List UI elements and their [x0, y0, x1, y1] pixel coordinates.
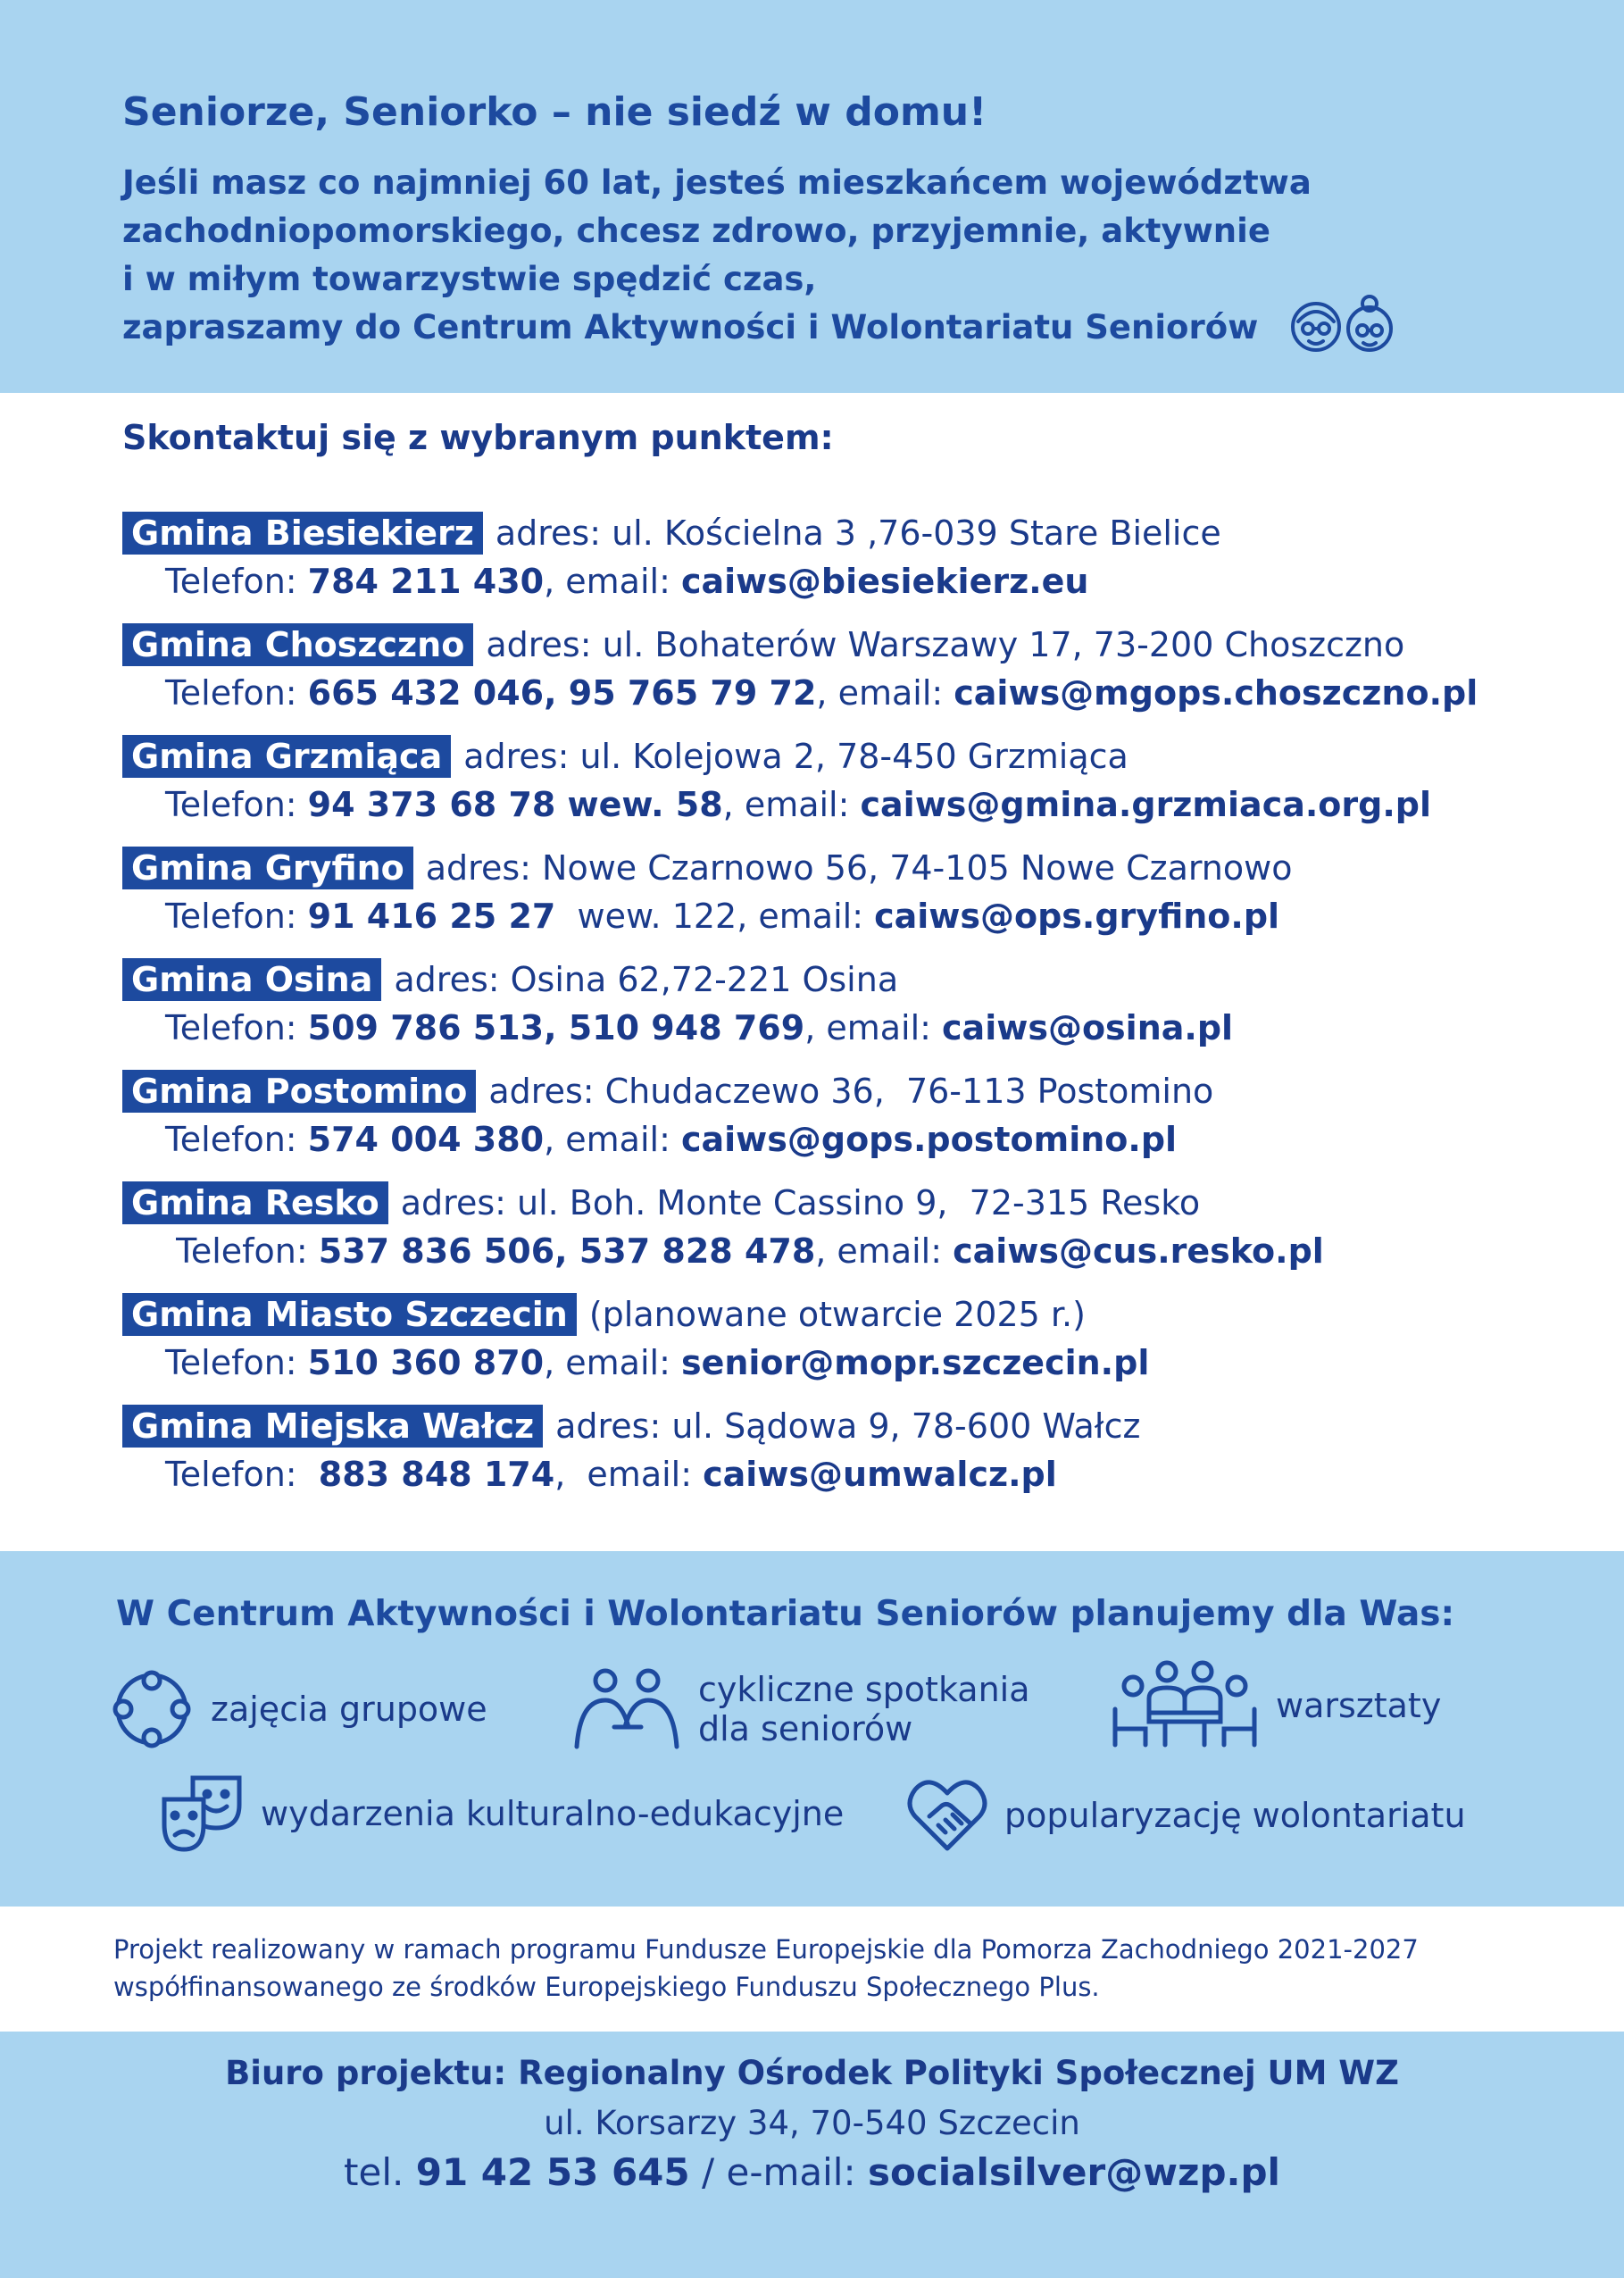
municipality-tag: Gmina Resko: [122, 1181, 388, 1224]
municipality-tag: Gmina Miasto Szczecin: [122, 1293, 577, 1336]
contact-entry: [122, 1402, 1569, 1514]
phone: 94 373 68 78 wew. 58: [307, 785, 723, 824]
email-label: , email:: [737, 897, 875, 936]
activity-item: [906, 1777, 1466, 1854]
center-name: Centrum Aktywności i Wolontariatu Seniorów: [412, 308, 1259, 346]
activity-item: [1110, 1659, 1441, 1752]
address: adres: Chudaczewo 36, 76-113 Postomino: [488, 1072, 1214, 1111]
phone: 510 360 870: [307, 1343, 545, 1382]
email-label: , email:: [544, 562, 681, 601]
municipality-tag: Gmina Biesiekierz: [122, 512, 483, 555]
email[interactable]: caiws@biesiekierz.eu: [680, 562, 1089, 601]
intro-text: [122, 159, 1312, 352]
address: adres: Osina 62,72-221 Osina: [394, 960, 899, 999]
office-email[interactable]: socialsilver@wzp.pl: [867, 2150, 1280, 2194]
phone-label: Telefon:: [165, 1008, 308, 1047]
contact-entry: [122, 732, 1569, 844]
municipality-tag: Gmina Osina: [122, 958, 381, 1001]
phone: 883 848 174: [318, 1455, 555, 1494]
contact-entry: [122, 1067, 1569, 1179]
contact-entry: [122, 509, 1569, 621]
activity-item: [159, 1773, 844, 1855]
phone: 509 786 513, 510 948 769: [307, 1008, 805, 1047]
email[interactable]: caiws@mgops.choszczno.pl: [954, 673, 1478, 713]
address: adres: Nowe Czarnowo 56, 74-105 Nowe Czarnowo: [425, 848, 1293, 888]
office-contact: [0, 2150, 1624, 2194]
activity-label-line2: dla seniorów: [698, 1709, 913, 1748]
intro-line: Jeśli masz co najmniej 60 lat, jesteś mieszkańcem województwa: [122, 163, 1312, 202]
municipality-tag: Gmina Choszczno: [122, 623, 473, 666]
contact-entry: [122, 1290, 1569, 1402]
address: adres: ul. Bohaterów Warszawy 17, 73-200 Choszczno: [486, 625, 1405, 664]
municipality-tag: Gmina Postomino: [122, 1070, 476, 1113]
phone-label: Telefon:: [165, 1455, 319, 1494]
email-label: , email:: [815, 1231, 954, 1271]
email[interactable]: senior@mopr.szczecin.pl: [680, 1343, 1150, 1382]
email-label: , email:: [544, 1120, 681, 1159]
theater-masks-icon: [159, 1773, 245, 1855]
activity-item: [109, 1666, 487, 1752]
contact-entry: [122, 1179, 1569, 1290]
invite-prefix: zapraszamy do: [122, 308, 413, 346]
email[interactable]: caiws@gmina.grzmiaca.org.pl: [860, 785, 1432, 824]
address: (planowane otwarcie 2025 r.): [588, 1295, 1086, 1334]
phone-label: Telefon:: [165, 1120, 308, 1159]
activity-label: cykliczne spotkania: [698, 1670, 1030, 1709]
email[interactable]: caiws@ops.gryfino.pl: [874, 897, 1280, 936]
phone-label: Telefon:: [165, 897, 308, 936]
email[interactable]: caiws@osina.pl: [942, 1008, 1234, 1047]
phone-label: Telefon:: [165, 562, 308, 601]
seniors-couple-icon: [1286, 295, 1400, 359]
address: adres: ul. Kościelna 3 ,76-039 Stare Bielice: [495, 513, 1221, 553]
contact-entry: [122, 955, 1569, 1067]
workshop-table-icon: [1110, 1659, 1260, 1752]
email[interactable]: caiws@cus.resko.pl: [953, 1231, 1324, 1271]
handshake-people-icon: [571, 1666, 682, 1752]
office-email-label: / e-mail:: [689, 2150, 868, 2194]
activity-label: warsztaty: [1276, 1686, 1442, 1725]
email-label: , email:: [804, 1008, 943, 1047]
activities-heading: W Centrum Aktywności i Wolontariatu Seniorów planujemy dla Was:: [116, 1594, 1455, 1634]
intro-invite: [122, 304, 1312, 352]
phone: 665 432 046, 95 765 79 72: [307, 673, 817, 713]
email-label: , email:: [544, 1343, 681, 1382]
email[interactable]: caiws@umwalcz.pl: [703, 1455, 1057, 1494]
contact-heading: Skontaktuj się z wybranym punktem:: [122, 418, 834, 457]
office-phone-label: tel.: [344, 2150, 416, 2194]
phone-label: Telefon:: [165, 1343, 308, 1382]
email-label: , email:: [722, 785, 861, 824]
activity-item: [571, 1666, 1030, 1752]
address: adres: ul. Sądowa 9, 78-600 Wałcz: [555, 1406, 1141, 1446]
municipality-tag: Gmina Miejska Wałcz: [122, 1405, 543, 1448]
office-phone: 91 42 53 645: [415, 2150, 690, 2194]
phone-label: Telefon:: [165, 673, 308, 713]
municipality-tag: Gmina Grzmiąca: [122, 735, 451, 778]
address: adres: ul. Kolejowa 2, 78-450 Grzmiąca: [463, 737, 1128, 776]
intro-line: zachodniopomorskiego, chcesz zdrowo, przyjemnie, aktywnie: [122, 212, 1270, 250]
phone-label: Telefon:: [165, 1231, 319, 1271]
phone: 784 211 430: [307, 562, 545, 601]
phone-label: Telefon:: [165, 785, 308, 824]
email[interactable]: caiws@gops.postomino.pl: [680, 1120, 1178, 1159]
contact-entry: [122, 621, 1569, 732]
activity-label-block: [698, 1670, 1030, 1748]
activity-label: popularyzację wolontariatu: [1004, 1796, 1466, 1835]
phone: 537 836 506, 537 828 478: [318, 1231, 816, 1271]
heart-handshake-icon: [906, 1777, 988, 1854]
phone: 574 004 380: [307, 1120, 545, 1159]
funding-line: Projekt realizowany w ramach programu Fundusze Europejskie dla Pomorza Zachodniego 2021-2027: [113, 1934, 1419, 1965]
phone: 91 416 25 27: [307, 897, 556, 936]
municipality-tag: Gmina Gryfino: [122, 847, 413, 889]
office-title: Biuro projektu: Regionalny Ośrodek Polityki Społecznej UM WZ: [225, 2054, 1399, 2092]
email-label: , email:: [554, 1455, 704, 1494]
intro-line: i w miłym towarzystwie spędzić czas,: [122, 260, 817, 298]
page-title: Seniorze, Seniorko – nie siedź w domu!: [122, 89, 987, 135]
funding-note: [113, 1931, 1419, 2006]
activity-label: wydarzenia kulturalno-edukacyjne: [261, 1794, 845, 1833]
email-label: , email:: [816, 673, 954, 713]
group-circle-icon: [109, 1666, 195, 1752]
address: adres: ul. Boh. Monte Cassino 9, 72-315 Resko: [400, 1183, 1201, 1222]
contact-list: [122, 509, 1569, 1514]
office-address: ul. Korsarzy 34, 70-540 Szczecin: [544, 2104, 1080, 2142]
phone-extra: wew. 122: [555, 897, 737, 936]
funding-line: współfinansowanego ze środków Europejskiego Funduszu Społecznego Plus.: [113, 1972, 1100, 2002]
contact-entry: [122, 844, 1569, 955]
activity-label: zajęcia grupowe: [211, 1690, 487, 1729]
